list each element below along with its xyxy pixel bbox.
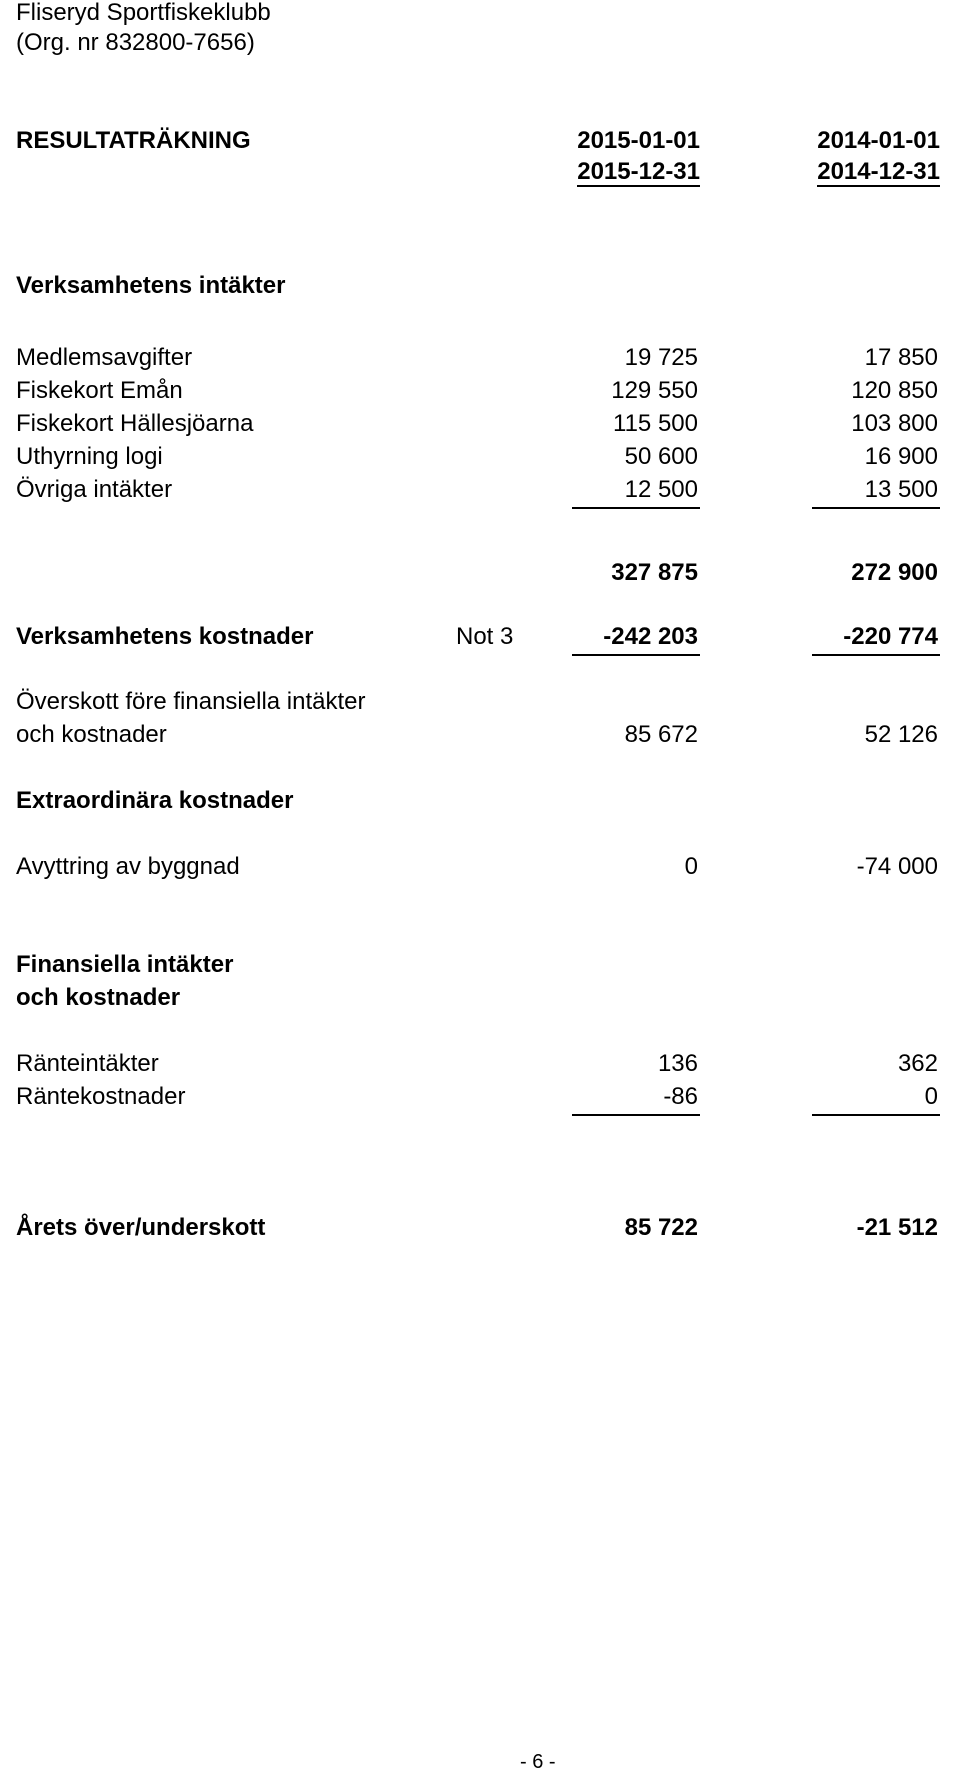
surplus-2015: 85 672 [624, 721, 698, 748]
income-total-2015: 327 875 [611, 559, 698, 586]
income-row-2014: 13 500 [864, 476, 938, 503]
statement-title: RESULTATRÄKNING [16, 127, 251, 154]
income-row-2014: 16 900 [864, 443, 938, 470]
extraordinary-label: Avyttring av byggnad [16, 853, 240, 880]
income-row-2015: 50 600 [624, 443, 698, 470]
result-2014: -21 512 [856, 1214, 938, 1241]
income-row-2015: 115 500 [613, 410, 698, 437]
costs-2015: -242 203 [603, 623, 698, 650]
subtotal-rule-2015 [572, 507, 700, 509]
income-row-label: Uthyrning logi [16, 443, 163, 470]
income-row-2014: 17 850 [864, 344, 938, 371]
costs-note-ref: Not 3 [456, 623, 514, 650]
income-row-label: Fiskekort Emån [16, 377, 183, 404]
extraordinary-2015: 0 [684, 853, 698, 880]
surplus-label-line1: Överskott före finansiella intäkter [16, 688, 366, 715]
costs-rule-2014 [812, 654, 940, 656]
extraordinary-2014: -74 000 [856, 853, 938, 880]
period-2015-start: 2015-01-01 [577, 127, 700, 154]
organization-number: (Org. nr 832800-7656) [16, 29, 255, 56]
period-2014-end: 2014-12-31 [817, 158, 940, 185]
costs-rule-2015 [572, 654, 700, 656]
financial-row-2014: 362 [897, 1050, 938, 1077]
income-total-2014: 272 900 [851, 559, 938, 586]
income-row-2014: 120 850 [851, 377, 938, 404]
financial-row-label: Ränteintäkter [16, 1050, 159, 1077]
financial-row-2014: 0 [924, 1083, 938, 1110]
income-row-2015: 129 550 [611, 377, 698, 404]
period-2015-end: 2015-12-31 [577, 158, 700, 185]
page-number: - 6 - [520, 1751, 556, 1773]
financial-row-2015: -86 [663, 1083, 698, 1110]
income-heading: Verksamhetens intäkter [16, 272, 286, 299]
costs-heading: Verksamhetens kostnader [16, 623, 314, 650]
financial-row-2015: 136 [657, 1050, 698, 1077]
organization-name: Fliseryd Sportfiskeklubb [16, 0, 271, 26]
financial-rule-2014 [812, 1114, 940, 1116]
income-row-2015: 19 725 [624, 344, 698, 371]
costs-2014: -220 774 [843, 623, 938, 650]
result-2015: 85 722 [624, 1214, 698, 1241]
income-row-label: Övriga intäkter [16, 476, 173, 503]
financial-heading-line2: och kostnader [16, 984, 181, 1011]
income-row-2014: 103 800 [851, 410, 938, 437]
surplus-2014: 52 126 [864, 721, 938, 748]
extraordinary-heading: Extraordinära kostnader [16, 787, 294, 814]
financial-heading-line1: Finansiella intäkter [16, 951, 234, 978]
financial-rule-2015 [572, 1114, 700, 1116]
income-row-label: Medlemsavgifter [16, 344, 193, 371]
income-row-2015: 12 500 [624, 476, 698, 503]
surplus-label-line2: och kostnader [16, 721, 167, 748]
financial-row-label: Räntekostnader [16, 1083, 186, 1110]
period-2014-start: 2014-01-01 [817, 127, 940, 154]
subtotal-rule-2014 [812, 507, 940, 509]
income-row-label: Fiskekort Hällesjöarna [16, 410, 254, 437]
result-label: Årets över/underskott [16, 1214, 266, 1241]
